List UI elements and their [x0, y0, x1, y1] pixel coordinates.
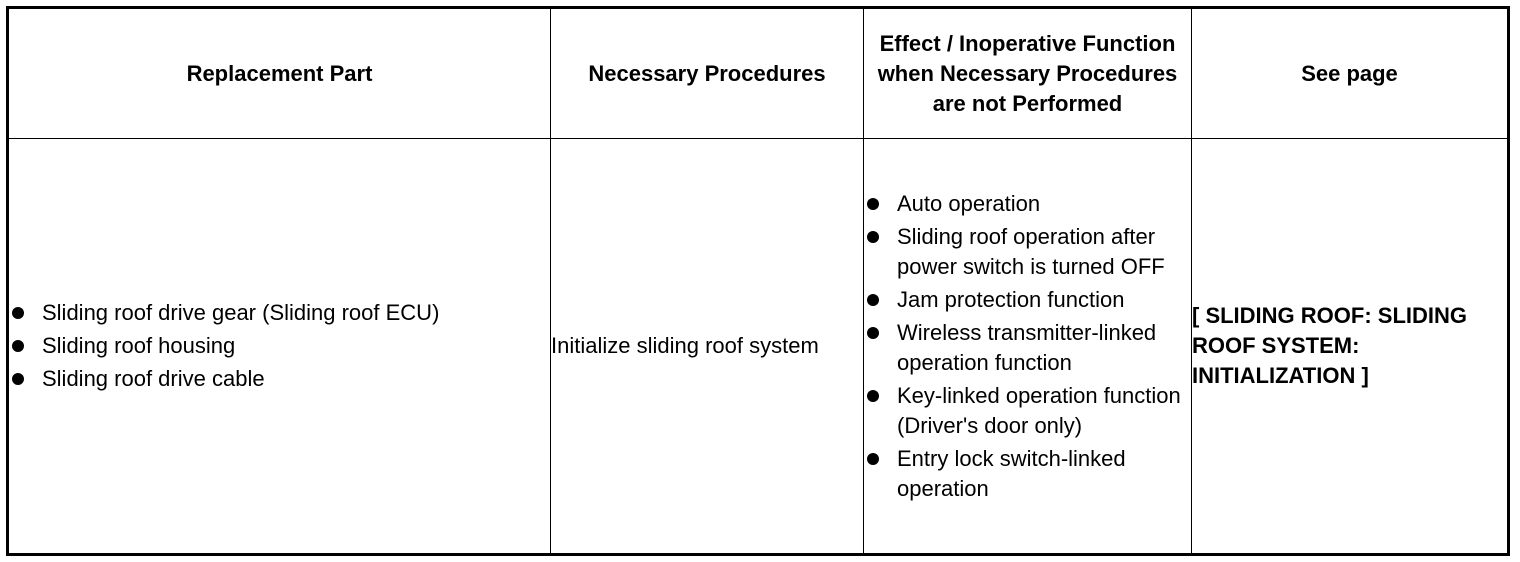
effect-cell: [864, 139, 1192, 555]
parts-list: [9, 298, 550, 394]
effect-label: Auto operation: [897, 190, 1041, 216]
list-item: [864, 285, 1191, 315]
effect-label: Key-linked operation function (Driver's door only): [897, 382, 1181, 438]
bullet-icon: [12, 307, 24, 319]
bullet-icon: [867, 198, 879, 210]
effect-label: Jam protection function: [897, 286, 1125, 312]
effect-label: Wireless transmitter-linked operation function: [897, 319, 1157, 375]
header-replacement-part: Replacement Part: [8, 8, 551, 139]
bullet-icon: [867, 453, 879, 465]
list-item: [9, 364, 550, 394]
replacement-part-cell: [8, 139, 551, 555]
effect-label: Sliding roof operation after power switch is turned OFF: [897, 223, 1165, 279]
procedures-table: [6, 6, 1510, 556]
list-item: [9, 331, 550, 361]
header-necessary-procedures: Necessary Procedures: [551, 8, 864, 139]
part-label: Sliding roof housing: [42, 333, 236, 358]
header-row: [8, 8, 1509, 139]
table-row: [8, 139, 1509, 555]
bullet-icon: [12, 373, 24, 385]
bullet-icon: [867, 327, 879, 339]
see-page-link[interactable]: [ SLIDING ROOF: SLIDING ROOF SYSTEM: INITIALIZATION ]: [1192, 139, 1509, 555]
bullet-icon: [867, 231, 879, 243]
list-item: [864, 318, 1191, 378]
list-item: [864, 381, 1191, 441]
effects-list: [864, 189, 1191, 504]
list-item: [864, 444, 1191, 504]
list-item: [864, 189, 1191, 219]
part-label: Sliding roof drive gear (Sliding roof ECU): [42, 300, 440, 325]
effect-label: Entry lock switch-linked operation: [897, 445, 1126, 501]
list-item: [864, 222, 1191, 282]
header-see-page: See page: [1192, 8, 1509, 139]
bullet-icon: [867, 294, 879, 306]
bullet-icon: [867, 390, 879, 402]
procedure-cell: Initialize sliding roof system: [551, 139, 864, 555]
list-item: [9, 298, 550, 328]
part-label: Sliding roof drive cable: [42, 366, 265, 391]
bullet-icon: [12, 340, 24, 352]
header-effect: Effect / Inoperative Function when Necessary Procedures are not Performed: [864, 8, 1192, 139]
